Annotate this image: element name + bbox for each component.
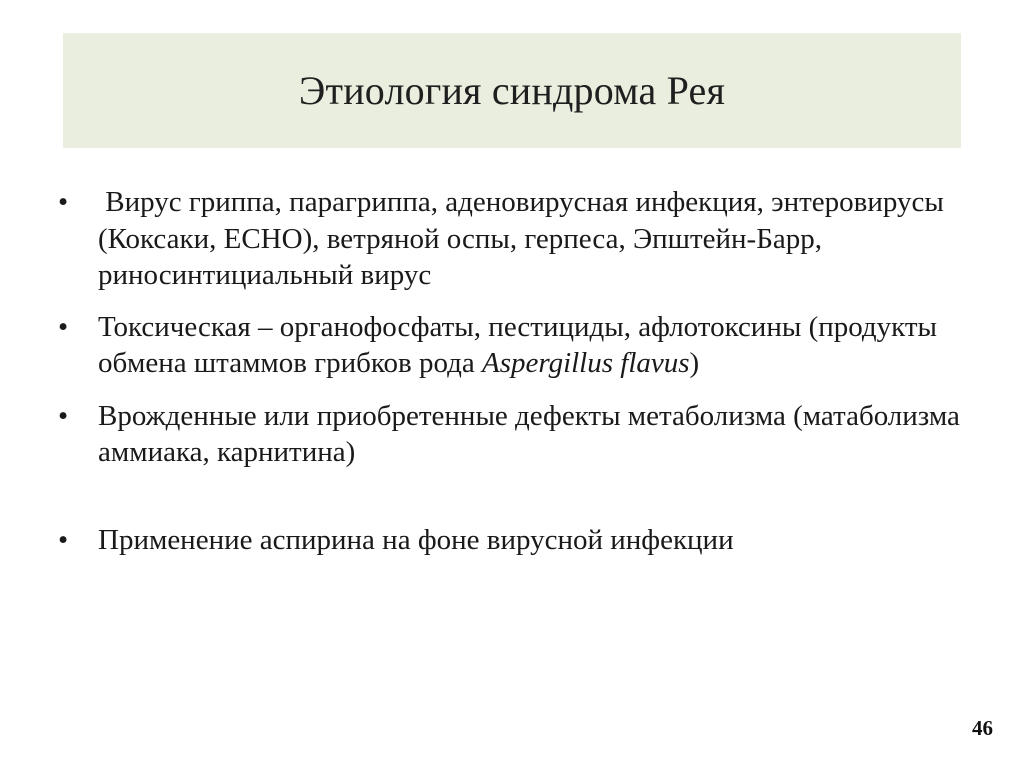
bullet-item-toxic bbox=[58, 309, 978, 382]
bullet-text: Врожденные или приобретенные дефекты метаболизма (матаболизма аммиака, карнитина) bbox=[98, 399, 960, 468]
bullet-text-part: ) bbox=[689, 347, 700, 379]
bullet-text: Вирус гриппа, парагриппа, аденовирусная инфекция, энтеровирусы (Коксаки, ЕСНО), ветряной оспы, герпеса, Эпштейн-Барр, риносинтициальный вирус bbox=[98, 186, 944, 291]
slide-title: Этиология синдрома Рея bbox=[298, 67, 726, 113]
bullet-list bbox=[58, 184, 978, 558]
bullet-marker: • bbox=[58, 399, 69, 432]
italic-species-name: Aspergillus flavus bbox=[481, 347, 690, 379]
bullet-text bbox=[98, 309, 978, 382]
bullet-item-metabolic bbox=[58, 398, 978, 471]
bullet-text-part: Токсическая – органофосфаты, пестициды, афлотоксины (продукты обмена штаммов грибков рода bbox=[98, 310, 938, 379]
bullet-item-aspirin bbox=[58, 522, 978, 559]
page-number: 46 bbox=[972, 716, 993, 740]
title-banner bbox=[63, 33, 961, 148]
bullet-marker: • bbox=[58, 523, 69, 556]
bullet-marker: • bbox=[58, 186, 69, 218]
bullet-item-viruses bbox=[58, 184, 978, 294]
bullet-marker: • bbox=[58, 310, 69, 343]
bullet-text: Применение аспирина на фоне вирусной инфекции bbox=[98, 523, 734, 556]
